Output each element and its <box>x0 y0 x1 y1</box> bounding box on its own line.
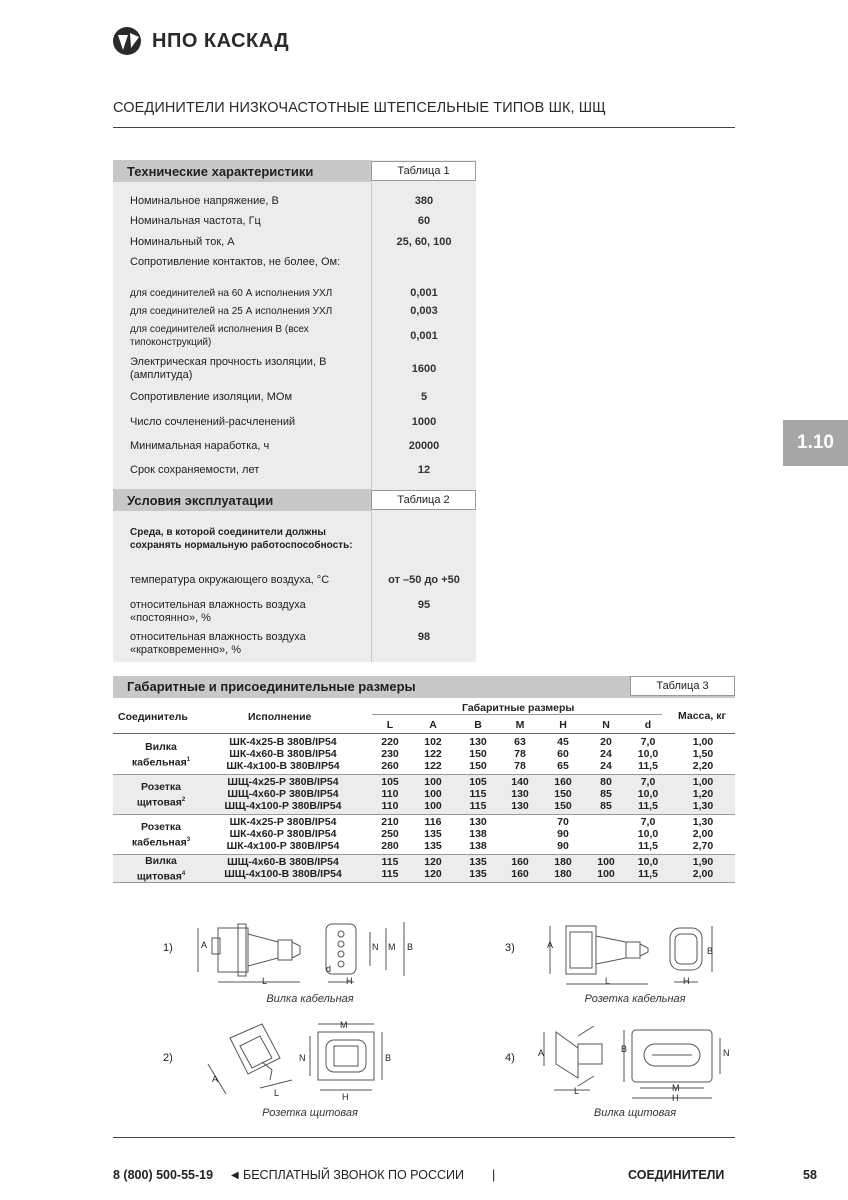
table3-title: Габаритные и присоединительные размеры <box>127 679 416 694</box>
dimension-cell: 11,5 <box>638 868 658 880</box>
mass-cell: 1,30 <box>692 816 714 828</box>
col-header-H: H <box>559 719 567 731</box>
connector-name-line: щитовая$^2$ <box>136 796 186 809</box>
dimension-cell: 135 <box>469 868 487 880</box>
table1-param: для соединителей исполнения В (всех типоконструкций) <box>130 324 309 348</box>
footer-separator: | <box>492 1168 496 1182</box>
dimension-cell: 280 <box>381 840 399 852</box>
dim-A: A <box>201 940 208 950</box>
execution-cell: ШК-4х60-В 380В/IP54 <box>229 748 337 760</box>
execution-cell: ШК-4х25-В 380В/IP54 <box>229 736 337 748</box>
drawing-number-2: 2) <box>163 1052 173 1064</box>
table1-value: 0,001 <box>410 287 438 299</box>
dimension-cell: 180 <box>554 856 572 868</box>
dim-L-2: L <box>274 1088 280 1098</box>
brand-name: НПО КАСКАД <box>152 30 290 52</box>
dimension-cell: 150 <box>469 748 487 760</box>
table1-param: Число сочленений-расчленений <box>130 416 296 428</box>
dimension-cell: 85 <box>600 788 612 800</box>
drawing-number-4: 4) <box>505 1052 515 1064</box>
dimension-cell: 78 <box>514 748 526 760</box>
connector-group-name <box>113 741 209 770</box>
dimension-cell: 220 <box>381 736 399 748</box>
dimension-cell: 135 <box>424 828 442 840</box>
connector-group-name <box>113 855 209 884</box>
header-bottom-line <box>113 733 735 734</box>
dimension-cell: 45 <box>557 736 569 748</box>
table2-label: Таблица 2 <box>371 490 476 510</box>
dimension-cell: 130 <box>511 788 529 800</box>
drawing-caption-3: Розетка кабельная <box>584 993 686 1005</box>
mass-cell: 1,50 <box>692 748 714 760</box>
dimension-cell: 260 <box>381 760 399 772</box>
mass-cell: 1,30 <box>692 800 714 812</box>
table1-value: 0,001 <box>410 330 438 342</box>
section-tab: 1.10 <box>783 420 848 466</box>
col-header-B: B <box>474 719 482 731</box>
table2-value: 98 <box>417 631 431 643</box>
table1-param: Номинальное напряжение, В <box>130 195 279 207</box>
connector-group-name <box>113 821 209 850</box>
dimension-cell: 105 <box>469 776 487 788</box>
dimension-cell: 116 <box>424 816 442 828</box>
table2-value: 95 <box>417 599 431 611</box>
header-subline <box>372 714 662 715</box>
dimension-cell: 100 <box>424 800 442 812</box>
table1-value: 0,003 <box>410 305 438 317</box>
footnote-mark: 1 <box>186 757 191 763</box>
dim-d: d <box>326 964 332 974</box>
connector-name-line: щитовая$^4$ <box>136 870 186 883</box>
header-divider <box>113 127 735 128</box>
table1-label: Таблица 1 <box>371 161 476 181</box>
dim-N-4: N <box>723 1048 730 1058</box>
footer-free-call: БЕСПЛАТНЫЙ ЗВОНОК ПО РОССИИ <box>243 1168 464 1182</box>
dimension-cell: 120 <box>424 856 442 868</box>
dimension-cell: 90 <box>557 840 569 852</box>
dimension-cell: 210 <box>381 816 399 828</box>
footnote-mark: 3 <box>186 837 191 843</box>
dimension-cell: 60 <box>557 748 569 760</box>
drawing-number-3: 3) <box>505 942 515 954</box>
table1-param: Сопротивление контактов, не более, Ом: <box>130 256 341 268</box>
col-header-A: A <box>429 719 437 731</box>
execution-cell: ШК-4х25-Р 380В/IP54 <box>229 816 337 828</box>
table3-label: Таблица 3 <box>630 676 735 696</box>
footer-phone: 8 (800) 500-55-19 <box>113 1168 214 1182</box>
connector-name-line: Вилка <box>145 855 177 867</box>
table1-value: 1600 <box>411 363 437 375</box>
dimension-cell: 120 <box>424 868 442 880</box>
cable-socket-drawing <box>540 918 730 990</box>
dimension-cell: 160 <box>554 776 572 788</box>
mass-cell: 2,00 <box>692 868 714 880</box>
dim-L-3: L <box>605 976 611 986</box>
table1-value: 380 <box>414 195 434 207</box>
table1-value: 5 <box>420 391 428 403</box>
col-header-dimensions: Габаритные размеры <box>462 702 575 714</box>
table1-value: 20000 <box>408 440 440 452</box>
dimension-cell: 115 <box>469 800 487 812</box>
dimension-cell: 7,0 <box>640 816 656 828</box>
col-header-d: d <box>644 719 652 731</box>
table1-param: Номинальная частота, Гц <box>130 215 261 227</box>
table1-param: Электрическая прочность изоляции, В (амплитуда) <box>130 356 327 381</box>
dimension-cell: 65 <box>557 760 569 772</box>
execution-cell: ШК-4х60-Р 380В/IP54 <box>229 828 337 840</box>
company-logo <box>112 26 146 56</box>
dim-N-2: N <box>299 1053 306 1063</box>
dimension-cell: 230 <box>381 748 399 760</box>
table1-value: 12 <box>417 464 431 476</box>
footer-arrow-icon: ◀ <box>231 1170 239 1181</box>
dim-B-2: B <box>385 1053 392 1063</box>
table2-param: температура окружающего воздуха, °С <box>130 574 330 586</box>
dimension-cell: 122 <box>424 748 442 760</box>
dimension-cell: 140 <box>511 776 529 788</box>
dimension-cell: 11,5 <box>638 840 658 852</box>
dimension-cell: 130 <box>469 736 487 748</box>
drawing-caption-2: Розетка щитовая <box>262 1107 358 1119</box>
col-header-execution: Исполнение <box>248 711 312 723</box>
document-title: СОЕДИНИТЕЛИ НИЗКОЧАСТОТНЫЕ ШТЕПСЕЛЬНЫЕ ТИПОВ ШК, ШЩ <box>113 100 606 116</box>
table1-param: для соединителей на 60 А исполнения УХЛ <box>130 288 333 299</box>
footnote-mark: 4 <box>181 871 186 877</box>
execution-cell: ШК-4х100-В 380В/IP54 <box>226 760 340 772</box>
dim-A-2: A <box>212 1074 219 1084</box>
connector-group-name <box>113 781 209 810</box>
dimension-cell: 135 <box>469 856 487 868</box>
dim-B-4: B <box>621 1044 628 1054</box>
dimension-cell: 110 <box>381 800 399 812</box>
mass-cell: 1,00 <box>692 776 714 788</box>
table1-value: 25, 60, 100 <box>396 236 452 248</box>
connector-name-line: кабельная$^1$ <box>131 756 191 769</box>
dimension-cell: 11,5 <box>638 760 658 772</box>
col-header-N: N <box>602 719 610 731</box>
dim-H: H <box>346 976 353 986</box>
table1-title: Технические характеристики <box>127 164 314 179</box>
cable-plug-drawing <box>190 918 430 990</box>
dimension-cell: 10,0 <box>637 788 659 800</box>
dimension-cell: 150 <box>554 788 572 800</box>
dimension-cell: 24 <box>600 760 612 772</box>
table2-param: относительная влажность воздуха «постоянно», % <box>130 599 306 624</box>
dim-L-4: L <box>574 1086 580 1096</box>
dimension-cell: 130 <box>511 800 529 812</box>
dimension-cell: 100 <box>424 776 442 788</box>
dimension-cell: 11,5 <box>638 800 658 812</box>
dimension-cell: 105 <box>381 776 399 788</box>
col-header-L: L <box>386 719 394 731</box>
dimension-cell: 100 <box>597 856 615 868</box>
dimension-cell: 122 <box>424 760 442 772</box>
drawing-caption-1: Вилка кабельная <box>266 993 354 1005</box>
dimension-cell: 110 <box>381 788 399 800</box>
footer-section: СОЕДИНИТЕЛИ <box>628 1168 725 1182</box>
table1-param: Срок сохраняемости, лет <box>130 464 260 476</box>
table2-param: относительная влажность воздуха «кратковременно», % <box>130 631 306 656</box>
dimension-cell: 115 <box>381 868 399 880</box>
panel-plug-drawing <box>530 1018 740 1102</box>
execution-cell: ШЩ-4х25-Р 380В/IP54 <box>227 776 339 788</box>
dim-M: M <box>388 942 396 952</box>
dimension-cell: 138 <box>469 828 487 840</box>
execution-cell: ШЩ-4х100-Р 380В/IP54 <box>224 800 342 812</box>
dimension-cell: 115 <box>469 788 487 800</box>
dimension-cell: 85 <box>600 800 612 812</box>
execution-cell: ШЩ-4х100-В 380В/IP54 <box>224 868 342 880</box>
mass-cell: 1,00 <box>692 736 714 748</box>
mass-cell: 1,20 <box>692 788 714 800</box>
execution-cell: ШЩ-4х60-В 380В/IP54 <box>227 856 339 868</box>
dimension-cell: 102 <box>424 736 442 748</box>
mass-cell: 2,20 <box>692 760 714 772</box>
dimension-cell: 78 <box>514 760 526 772</box>
dim-M-4: M <box>672 1083 680 1093</box>
footer-divider <box>113 1137 735 1138</box>
dimension-cell: 63 <box>514 736 526 748</box>
table1-param: Сопротивление изоляции, МОм <box>130 391 293 403</box>
group-divider <box>113 882 735 883</box>
dimension-cell: 138 <box>469 840 487 852</box>
execution-cell: ШЩ-4х60-Р 380В/IP54 <box>227 788 339 800</box>
dimension-cell: 250 <box>381 828 399 840</box>
dim-L: L <box>262 976 268 986</box>
dim-H-2: H <box>342 1092 349 1102</box>
dim-B: B <box>407 942 414 952</box>
dimension-cell: 7,0 <box>640 736 656 748</box>
dim-B-3: B <box>707 946 714 956</box>
dimension-cell: 180 <box>554 868 572 880</box>
mass-cell: 2,00 <box>692 828 714 840</box>
table1-param: Номинальный ток, А <box>130 236 235 248</box>
dimension-cell: 10,0 <box>637 748 659 760</box>
dimension-cell: 115 <box>381 856 399 868</box>
connector-name-line: Розетка <box>140 781 182 793</box>
table2-value: от –50 до +50 <box>388 574 460 586</box>
dim-H-3: H <box>683 976 690 986</box>
dimension-cell: 70 <box>557 816 569 828</box>
dimension-cell: 7,0 <box>640 776 656 788</box>
table1-value: 1000 <box>411 416 437 428</box>
dimension-cell: 80 <box>600 776 612 788</box>
dim-N: N <box>372 942 379 952</box>
dimension-cell: 150 <box>469 760 487 772</box>
table1-param: Минимальная наработка, ч <box>130 440 270 452</box>
table2-param: Среда, в которой соединители должны сохранять нормальную работоспособность: <box>130 527 353 551</box>
dimension-cell: 100 <box>424 788 442 800</box>
dimension-cell: 90 <box>557 828 569 840</box>
page-number: 58 <box>803 1168 817 1182</box>
connector-name-line: кабельная$^3$ <box>131 836 191 849</box>
col-header-mass: Масса, кг <box>678 710 726 722</box>
dimension-cell: 160 <box>511 856 529 868</box>
mass-cell: 1,90 <box>692 856 714 868</box>
dimension-cell: 10,0 <box>637 856 659 868</box>
dimension-cell: 160 <box>511 868 529 880</box>
dimension-cell: 10,0 <box>637 828 659 840</box>
dimension-cell: 130 <box>469 816 487 828</box>
dimension-cell: 24 <box>600 748 612 760</box>
dim-A-3: A <box>547 940 554 950</box>
connector-name-line: Розетка <box>140 821 182 833</box>
dim-H-4: H <box>672 1093 679 1103</box>
footnote-mark: 2 <box>181 797 186 803</box>
col-header-connector: Соединитель <box>118 711 188 723</box>
drawing-caption-4: Вилка щитовая <box>593 1107 677 1119</box>
table1-param: для соединителей на 25 А исполнения УХЛ <box>130 306 333 317</box>
mass-cell: 2,70 <box>692 840 714 852</box>
dimension-cell: 100 <box>597 868 615 880</box>
dimension-cell: 150 <box>554 800 572 812</box>
table1-value: 60 <box>417 215 431 227</box>
dim-A-4: A <box>538 1048 545 1058</box>
drawing-number-1: 1) <box>163 942 173 954</box>
table2-title: Условия эксплуатации <box>127 493 274 508</box>
dim-M-2: M <box>340 1020 348 1030</box>
dimension-cell: 20 <box>600 736 612 748</box>
execution-cell: ШК-4х100-Р 380В/IP54 <box>226 840 340 852</box>
group-divider <box>113 814 735 815</box>
connector-name-line: Вилка <box>145 741 177 753</box>
dimension-cell: 135 <box>424 840 442 852</box>
col-header-M: M <box>515 719 525 731</box>
